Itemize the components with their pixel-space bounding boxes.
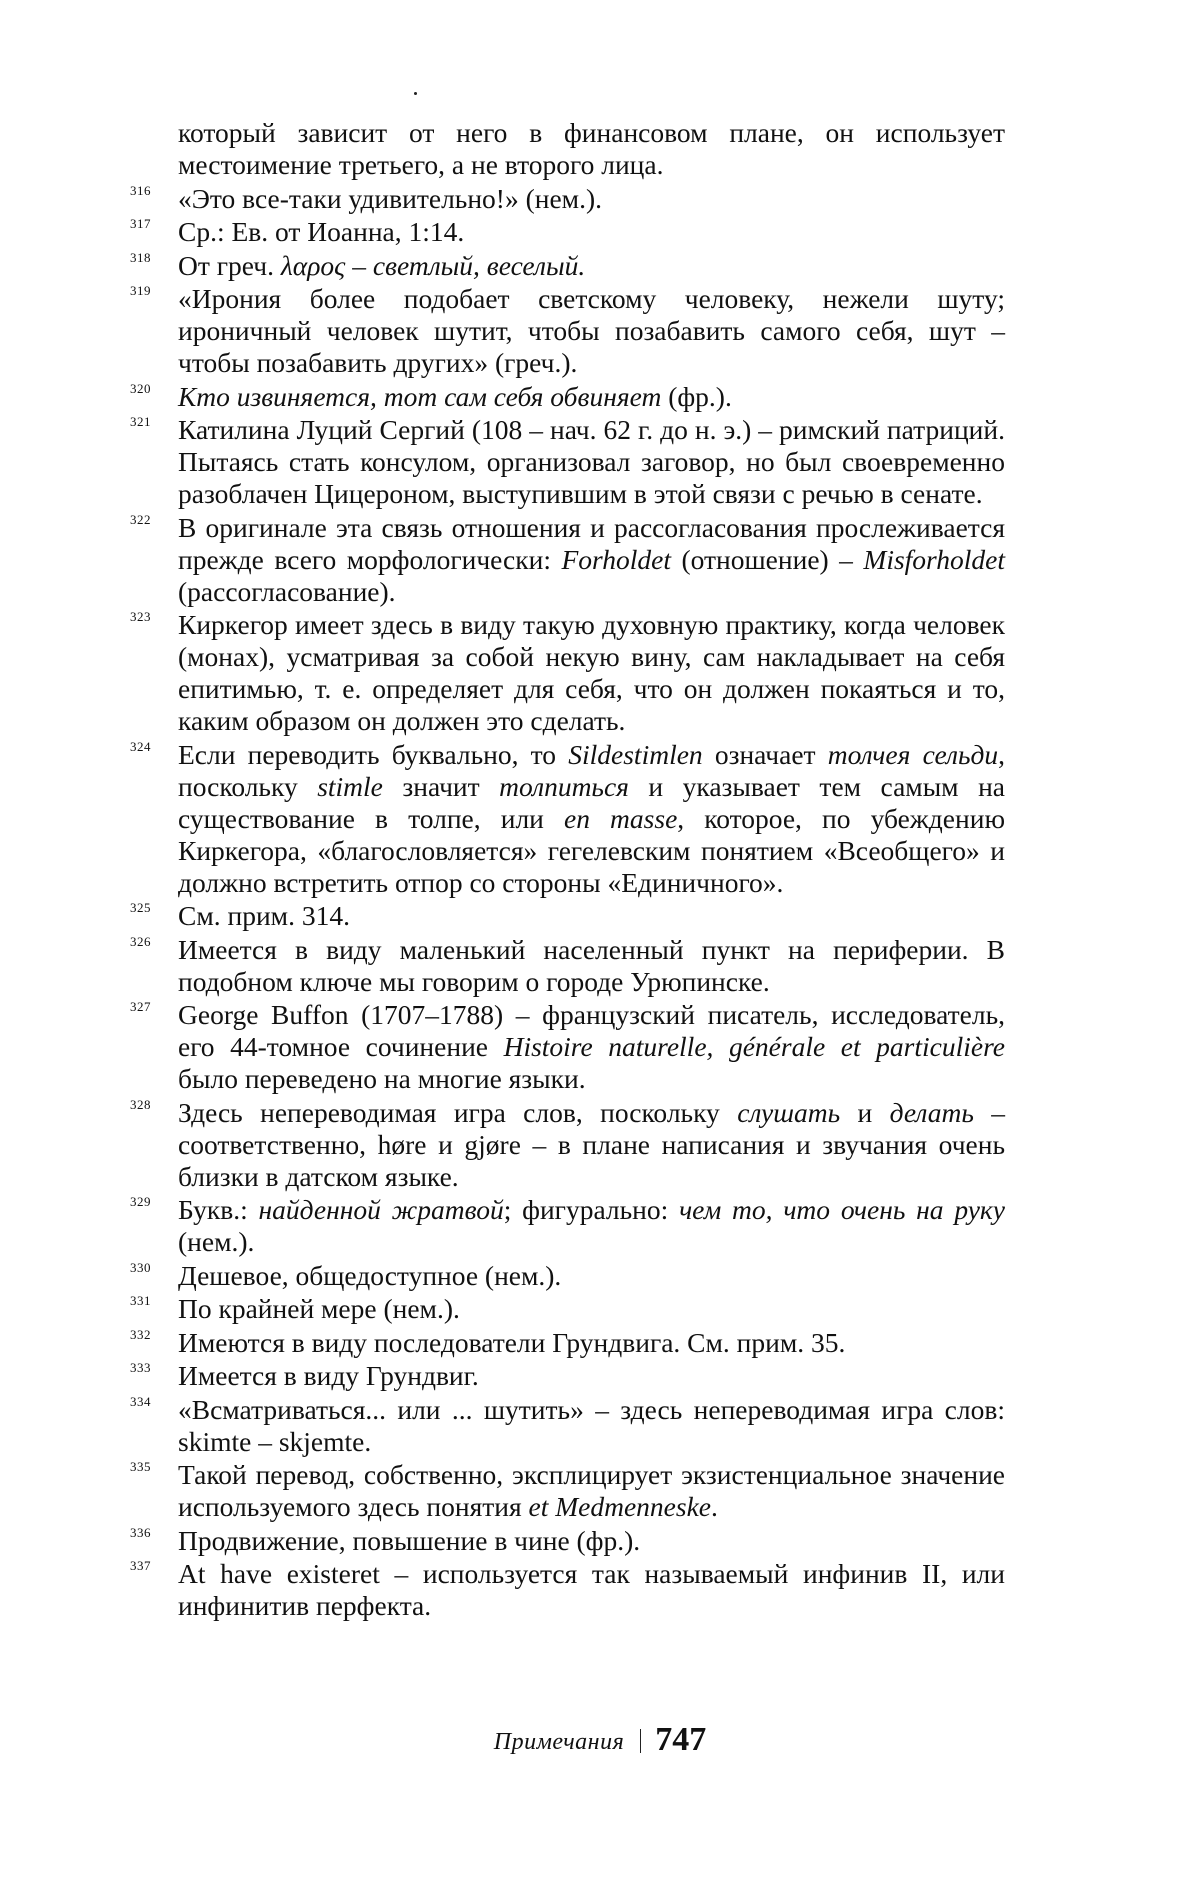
endnote-text: ; фигурально: [503, 1194, 680, 1225]
endnote [130, 183, 1005, 215]
endnote-text-italic: толпиться [499, 770, 629, 802]
endnote-number: 331 [130, 1293, 151, 1308]
endnote-text: Если переводить буквально, то [178, 738, 569, 770]
endnote-number: 324 [130, 738, 151, 754]
endnote-text: Ср.: Ев. от Иоанна, 1:14. [178, 216, 465, 247]
endnote [130, 250, 1005, 282]
endnote [130, 934, 1005, 998]
endnote-text: (рассогласование). [178, 575, 396, 607]
endnote [130, 381, 1005, 413]
endnote [130, 512, 1005, 608]
endnote-text-italic: Sildestimlen [568, 738, 703, 770]
endnote-text: Здесь непереводимая игра слов, поскольку [178, 1096, 738, 1128]
endnote-text: значит [382, 770, 500, 802]
endnote-number: 328 [130, 1096, 151, 1112]
endnote-number: 333 [130, 1360, 151, 1375]
endnote [130, 1194, 1005, 1258]
endnote [130, 900, 1005, 932]
footer-divider [640, 1729, 641, 1753]
endnote-number: 329 [130, 1194, 151, 1209]
endnote-text-italic: Forholdet [561, 543, 671, 575]
endnote-number: 327 [130, 999, 151, 1014]
endnote-text: «Всматриваться... или ... шутить» – здесь непереводимая игра слов: skimte – skjemte. [178, 1393, 1005, 1457]
endnote-text: (нем.). [178, 1226, 255, 1257]
endnote [130, 283, 1005, 379]
endnote [130, 739, 1005, 899]
endnote-text: и [840, 1096, 890, 1128]
endnote-text: «Это все-таки удивительно!» (нем.). [178, 182, 602, 214]
endnote [130, 609, 1005, 737]
endnote-continuation [130, 117, 1005, 181]
endnote-text: означает [702, 738, 828, 770]
endnote-text: (фр.). [661, 380, 732, 412]
endnote-text: Имеется в виду маленький населенный пункт на периферии. В подобном ключе мы говорим о городе Урюпинске. [178, 933, 1005, 997]
endnote-text: От греч. [178, 249, 281, 281]
endnote-number: 319 [130, 283, 151, 298]
endnote-text: Продвижение, повышение в чине (фр.). [178, 1524, 641, 1556]
endnote-number: 335 [130, 1459, 151, 1474]
endnote-number: 330 [130, 1259, 151, 1275]
endnote-text: По крайней мере (нем.). [178, 1293, 460, 1324]
running-footer-section: Примечания [493, 1729, 625, 1755]
endnote-text-italic: слушать [737, 1096, 841, 1128]
endnote [130, 1327, 1005, 1359]
endnote-number: 334 [130, 1393, 151, 1409]
endnote-text-italic: Кто извиняется, тот сам себя обвиняет [178, 380, 662, 412]
endnote-number: 318 [130, 249, 151, 265]
endnote-text-italic: stimle [317, 770, 383, 802]
endnote-number: 322 [130, 511, 151, 527]
endnote-text-italic: et Medmenneske [528, 1491, 711, 1522]
endnote-number: 323 [130, 609, 151, 624]
endnote-text-italic: Histoire naturelle, générale et particulière [503, 1031, 1005, 1062]
page-footer [0, 1720, 1200, 1762]
endnote-text: – соответственно, høre и gjøre – в плане написания и звучания очень близки в датском языке. [178, 1096, 1005, 1192]
endnote-text: Катилина Луций Сергий (108 – нач. 62 г. до н. э.) – римский патриций. Пытаясь стать консулом, организовал заговор, но был своевременно разоблачен Цицероном, выступившим в этой связи с речью в сенате. [178, 414, 1005, 509]
endnote-text: и указывает тем самым на существование в толпе, или [178, 770, 1006, 834]
endnote-text-italic: толчея сельди [827, 738, 999, 770]
endnote-number: 321 [130, 414, 151, 429]
endnotes-list [130, 117, 1005, 1624]
endnote-text: , которое, по убеждению Киркегора, «благословляется» гегелевским понятием «Всеобщего» и должно встретить отпор со стороны «Единичного». [178, 802, 1005, 898]
endnote [130, 216, 1005, 248]
page-number: 747 [655, 1721, 707, 1758]
endnote-text: Имеется в виду Грундвиг. [178, 1360, 479, 1391]
endnote [130, 1394, 1005, 1458]
endnote-text: Такой перевод, собственно, эксплицирует экзистенциальное значение используемого здесь понятия [178, 1459, 1005, 1522]
endnote [130, 1260, 1005, 1292]
endnote-text: было переведено на многие языки. [178, 1063, 586, 1094]
endnote-text: Букв.: [178, 1194, 259, 1225]
endnote-text: At have existeret – используется так называемый инфинив II, или инфинитив перфекта. [178, 1558, 1005, 1621]
endnote-text: George Buffon (1707–1788) – французский писатель, исследователь, его 44-томное сочинение [178, 999, 1005, 1062]
endnote [130, 1525, 1005, 1557]
endnote-number: 320 [130, 380, 151, 396]
endnote-text-italic: λαρος – светлый, веселый. [280, 249, 586, 281]
endnote-number: 337 [130, 1558, 151, 1573]
endnote-number: 316 [130, 182, 151, 198]
endnote-text-italic: Misforholdet [863, 543, 1005, 575]
endnote [130, 1293, 1005, 1325]
endnote-text: Имеются в виду последователи Грундвига. См. прим. 35. [178, 1326, 846, 1358]
endnote [130, 1360, 1005, 1392]
endnote-text-italic: чем то, что очень на руку [679, 1194, 1005, 1225]
endnote-text: «Ирония более подобает светскому человеку, нежели шуту; ироничный человек шутит, чтобы позабавить самого себя, шут – чтобы позабавить других» (греч.). [178, 283, 1005, 378]
endnote-text: который зависит от него в финансовом плане, он использует местоимение третьего, а не второго лица. [178, 117, 1005, 180]
endnote [130, 1459, 1005, 1523]
endnote-number: 332 [130, 1326, 151, 1342]
endnote-text: . [711, 1491, 718, 1522]
endnote-number: 336 [130, 1524, 151, 1540]
endnote [130, 1097, 1005, 1193]
endnote [130, 999, 1005, 1095]
endnote-text: См. прим. 314. [178, 900, 350, 931]
endnote [130, 1558, 1005, 1622]
print-speck [414, 92, 417, 95]
endnote-text: Киркегор имеет здесь в виду такую духовную практику, когда человек (монах), усматривая за собой некую вину, сам накладывает на себя епитимью, т. е. определяет для себя, что он должен покаяться и то, каким образом он должен это сделать. [178, 609, 1005, 736]
endnote-text: Дешевое, общедоступное (нем.). [178, 1259, 562, 1291]
endnote-text: , поскольку [178, 738, 1006, 802]
endnote [130, 414, 1005, 510]
endnote-text: В оригинале эта связь отношения и рассогласования прослеживается прежде всего морфологически: [178, 511, 1005, 575]
endnote-number: 317 [130, 216, 151, 231]
endnote-text-italic: en masse [564, 802, 678, 834]
endnote-text-italic: делать [889, 1096, 974, 1128]
endnote-number: 325 [130, 900, 151, 915]
endnote-text-italic: найденной жратвой [258, 1194, 504, 1225]
endnote-text: (отношение) – [670, 543, 864, 575]
endnote-number: 326 [130, 933, 151, 949]
